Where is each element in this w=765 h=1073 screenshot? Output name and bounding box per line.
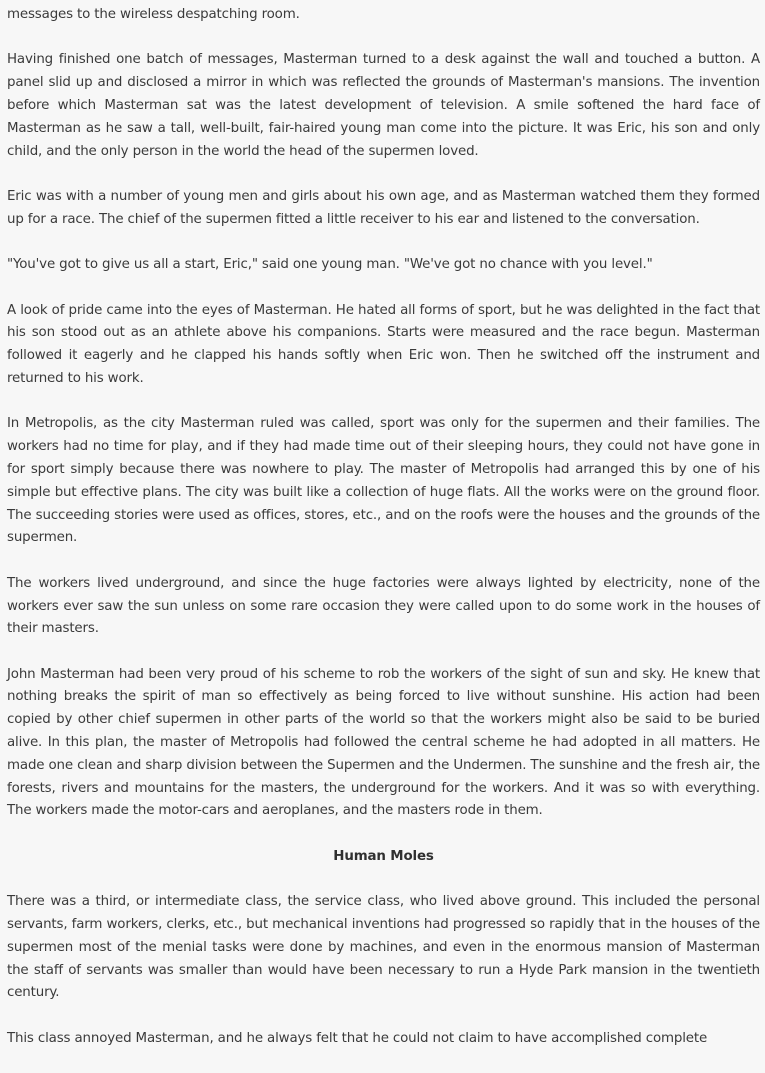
paragraph-5: A look of pride came into the eyes of Masterman. He hated all forms of sport, but he was delighted in the fact that his son stood out as an athlete above his companions. Starts were measured and the race begun. Masterman followed it eagerly and he clapped his hands softly when Eric won. Then he switched off the instrument and returned to his work.	[7, 302, 760, 386]
paragraph-9: There was a third, or intermediate class, the service class, who lived above ground. This included the personal servants, farm workers, clerks, etc., but mechanical inventions had progressed so rapidly that in the houses of the supermen most of the menial tasks were done by machines, and even in the enormous mansion of Masterman the staff of servants was smaller than would have been necessary to run a Hyde Park mansion in the twentieth century.	[7, 894, 760, 1001]
paragraph-1: messages to the wireless despatching room.	[7, 7, 300, 22]
section-heading: Human Moles	[333, 848, 434, 864]
paragraph-6: In Metropolis, as the city Masterman ruled was called, sport was only for the supermen and their families. The workers had no time for play, and if they had made time out of their sleeping hours, they could not have gone in for sport simply because there was nowhere to play. The master of Metropolis had arranged this by one of his simple but effective plans. The city was built like a collection of huge flats. All the works were on the ground floor. The succeeding stories were used as offices, stores, etc., and on the roofs were the houses and the grounds of the supermen.	[7, 416, 760, 546]
paragraph-2: Having finished one batch of messages, Masterman turned to a desk against the wall and touched a button. A panel slid up and disclosed a mirror in which was reflected the grounds of Masterman's mansions. The invention before which Masterman sat was the latest development of television. A smile softened the hard face of Masterman as he saw a tall, well-built, fair-haired young man come into the picture. It was Eric, his son and only child, and the only person in the world the head of the supermen loved.	[7, 52, 760, 159]
document-page	[7, 0, 760, 1073]
paragraph-10: This class annoyed Masterman, and he always felt that he could not claim to have accomplished complete	[7, 1030, 708, 1046]
paragraph-7: The workers lived underground, and since the huge factories were always lighted by electricity, none of the workers ever saw the sun unless on some rare occasion they were called upon to do some work in the houses of their masters.	[7, 575, 760, 637]
paragraph-3: Eric was with a number of young men and girls about his own age, and as Masterman watched them they formed up for a race. The chief of the supermen fitted a little receiver to his ear and listened to the conversation.	[7, 188, 760, 227]
paragraph-8: John Masterman had been very proud of his scheme to rob the workers of the sight of sun and sky. He knew that nothing breaks the spirit of man so effectively as being forced to live without sunshine. His action had been copied by other chief supermen in other parts of the world so that the workers might also be said to be buried alive. In this plan, the master of Metropolis had followed the central scheme he had adopted in all matters. He made one clean and sharp division between the Supermen and the Undermen. The sunshine and the fresh air, the forests, rivers and mountains for the masters, the underground for the workers. And it was so with everything. The workers made the motor-cars and aeroplanes, and the masters rode in them.	[7, 666, 760, 819]
paragraph-4: "You've got to give us all a start, Eric," said one young man. "We've got no chance with you level."	[7, 257, 653, 273]
